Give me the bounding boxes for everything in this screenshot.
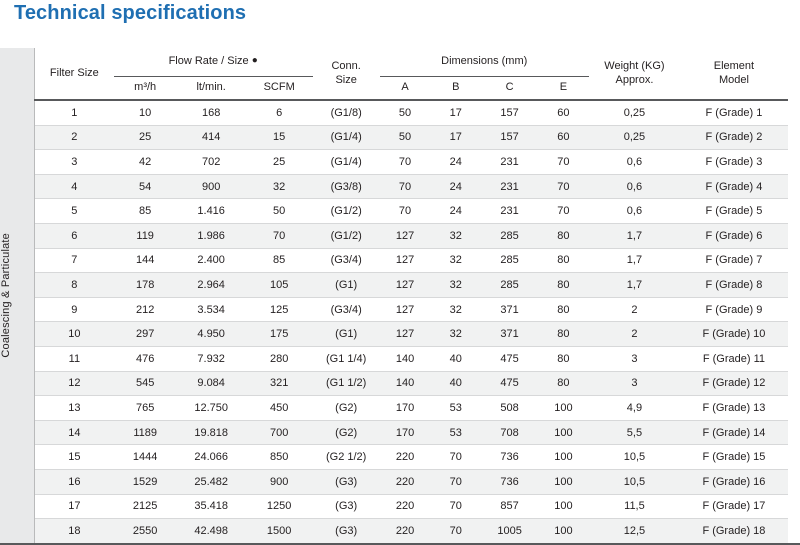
cell-conn: (G1/2) xyxy=(313,199,380,224)
cell-ltmin: 168 xyxy=(177,100,246,125)
cell-filter-size: 12 xyxy=(35,371,114,396)
cell-weight: 2 xyxy=(589,297,680,322)
cell-m3h: 2550 xyxy=(132,524,158,537)
table-row xyxy=(0,174,800,199)
cell-weight: 1,7 xyxy=(589,223,680,248)
table-row xyxy=(0,346,800,371)
cell-m3h: 42 xyxy=(114,150,177,175)
cell-filter-size: 8 xyxy=(35,273,114,298)
cell-model: F (Grade) 12 xyxy=(680,371,788,396)
cell-model: F (Grade) 10 xyxy=(680,322,788,347)
cell-conn: (G3) xyxy=(335,524,358,537)
table-row xyxy=(0,273,800,298)
cell-weight: 1,7 xyxy=(589,248,680,273)
cell-dim-c: 736 xyxy=(481,445,538,470)
page-title: Technical specifications xyxy=(14,2,247,24)
table-row xyxy=(0,150,800,175)
cell-conn: (G1/2) xyxy=(313,223,380,248)
cell-dim-e: 80 xyxy=(538,248,589,273)
cell-dim-b: 70 xyxy=(430,469,481,494)
table-header-group-row xyxy=(0,48,800,77)
cell-conn: (G3/4) xyxy=(313,297,380,322)
cell-dim-a: 70 xyxy=(380,199,431,224)
cell-ltmin: 2.964 xyxy=(177,273,246,298)
cell-weight: 10,5 xyxy=(589,445,680,470)
table-row xyxy=(0,297,800,322)
table-row xyxy=(0,420,800,445)
header-weight-line2: Approx. xyxy=(615,73,654,86)
cell-ltmin: 35.418 xyxy=(177,494,246,519)
cell-filter-size: 7 xyxy=(35,248,114,273)
cell-dim-e: 100 xyxy=(538,494,589,519)
table-body xyxy=(0,48,800,544)
cell-scfm: 125 xyxy=(246,297,313,322)
cell-ltmin: 42.498 xyxy=(194,524,228,537)
table-row xyxy=(0,371,800,396)
cell-dim-c: 231 xyxy=(481,199,538,224)
cell-conn: (G3/4) xyxy=(313,248,380,273)
cell-m3h: 85 xyxy=(114,199,177,224)
cell-weight: 4,9 xyxy=(589,396,680,421)
cell-conn: (G1) xyxy=(313,273,380,298)
table-row xyxy=(0,322,800,347)
cell-m3h: 178 xyxy=(114,273,177,298)
cell-dim-c: 475 xyxy=(481,346,538,371)
cell-m3h: 1529 xyxy=(114,469,177,494)
cell-filter-size: 2 xyxy=(35,125,114,150)
cell-scfm: 70 xyxy=(246,223,313,248)
cell-dim-c: 285 xyxy=(481,223,538,248)
cell-dim-a: 140 xyxy=(380,346,431,371)
cell-filter-size: 5 xyxy=(35,199,114,224)
cell-filter-size: 14 xyxy=(35,420,114,445)
table-row xyxy=(0,445,800,470)
cell-dim-e: 100 xyxy=(538,420,589,445)
cell-m3h: 1189 xyxy=(114,420,177,445)
cell-m3h: 297 xyxy=(114,322,177,347)
cell-dim-a: 220 xyxy=(380,494,431,519)
cell-ltmin: 4.950 xyxy=(177,322,246,347)
cell-conn: (G1/4) xyxy=(313,150,380,175)
cell-dim-e: 60 xyxy=(538,100,589,125)
cell-weight: 3 xyxy=(589,371,680,396)
cell-weight: 11,5 xyxy=(589,494,680,519)
header-flow-rate-group xyxy=(114,48,313,77)
cell-conn: (G1/8) xyxy=(313,100,380,125)
cell-scfm: 85 xyxy=(246,248,313,273)
cell-dim-a: 220 xyxy=(380,445,431,470)
cell-scfm: 850 xyxy=(246,445,313,470)
header-conn-size-line1: Conn. xyxy=(331,59,361,72)
header-dimensions-group: Dimensions (mm) xyxy=(380,48,589,77)
cell-dim-e: 60 xyxy=(538,125,589,150)
cell-m3h: 144 xyxy=(114,248,177,273)
header-conn-size-line2: Size xyxy=(335,73,357,86)
cell-filter-size: 4 xyxy=(35,174,114,199)
cell-dim-e: 100 xyxy=(538,396,589,421)
cell-scfm: 105 xyxy=(246,273,313,298)
cell-dim-e: 80 xyxy=(538,346,589,371)
cell-m3h: 212 xyxy=(114,297,177,322)
header-element-model xyxy=(680,48,788,100)
cell-dim-c: 371 xyxy=(481,297,538,322)
cell-dim-b: 24 xyxy=(430,150,481,175)
cell-model: F (Grade) 2 xyxy=(680,125,788,150)
table-row xyxy=(0,469,800,494)
cell-dim-e: 100 xyxy=(538,445,589,470)
cell-ltmin: 12.750 xyxy=(177,396,246,421)
cell-weight: 2 xyxy=(589,322,680,347)
cell-m3h: 2125 xyxy=(114,494,177,519)
cell-scfm: 280 xyxy=(246,346,313,371)
specifications-table xyxy=(0,48,800,545)
cell-model: F (Grade) 14 xyxy=(680,420,788,445)
cell-m3h: 545 xyxy=(114,371,177,396)
cell-dim-c: 857 xyxy=(481,494,538,519)
cell-scfm: 700 xyxy=(246,420,313,445)
cell-model: F (Grade) 17 xyxy=(680,494,788,519)
cell-model: F (Grade) 7 xyxy=(680,248,788,273)
cell-weight: 0,25 xyxy=(589,125,680,150)
cell-dim-a: 127 xyxy=(380,223,431,248)
table-row xyxy=(0,199,800,224)
header-conn-size xyxy=(313,48,380,100)
cell-filter-size: 9 xyxy=(35,297,114,322)
cell-dim-c: 231 xyxy=(481,150,538,175)
cell-weight: 5,5 xyxy=(589,420,680,445)
cell-m3h: 54 xyxy=(114,174,177,199)
header-unit-scfm: SCFM xyxy=(263,81,295,94)
cell-scfm: 6 xyxy=(246,100,313,125)
cell-weight: 0,6 xyxy=(589,174,680,199)
cell-weight: 0,6 xyxy=(589,150,680,175)
cell-ltmin: 702 xyxy=(177,150,246,175)
cell-dim-a: 170 xyxy=(380,396,431,421)
cell-ltmin: 1.986 xyxy=(177,223,246,248)
cell-dim-b: 70 xyxy=(430,445,481,470)
table-row xyxy=(0,100,800,125)
cell-model: F (Grade) 4 xyxy=(680,174,788,199)
cell-conn: (G1 1/2) xyxy=(313,371,380,396)
cell-dim-c: 157 xyxy=(481,125,538,150)
header-dim-a: A xyxy=(401,81,409,94)
cell-ltmin: 900 xyxy=(177,174,246,199)
table-row xyxy=(0,396,800,421)
cell-dim-a: 127 xyxy=(380,248,431,273)
cell-dim-b: 17 xyxy=(430,100,481,125)
cell-m3h: 1444 xyxy=(114,445,177,470)
cell-dim-c: 157 xyxy=(481,100,538,125)
cell-scfm: 25 xyxy=(246,150,313,175)
cell-dim-a: 140 xyxy=(380,371,431,396)
right-pad-cell xyxy=(788,48,800,544)
side-category-label: Coalescing & Particulate xyxy=(0,233,12,358)
cell-scfm: 900 xyxy=(246,469,313,494)
cell-filter-size: 11 xyxy=(35,346,114,371)
cell-weight: 0,25 xyxy=(589,100,680,125)
cell-model: F (Grade) 18 xyxy=(702,524,766,537)
cell-dim-c: 508 xyxy=(481,396,538,421)
cell-model: F (Grade) 8 xyxy=(680,273,788,298)
cell-conn: (G3/8) xyxy=(313,174,380,199)
header-flow-rate-label: Flow Rate / Size xyxy=(168,55,249,68)
cell-dim-a: 220 xyxy=(380,469,431,494)
cell-model: F (Grade) 15 xyxy=(680,445,788,470)
cell-ltmin: 3.534 xyxy=(177,297,246,322)
cell-dim-a: 127 xyxy=(380,273,431,298)
cell-dim-a: 70 xyxy=(380,174,431,199)
cell-conn: (G1) xyxy=(313,322,380,347)
cell-filter-size: 15 xyxy=(35,445,114,470)
cell-dim-e: 70 xyxy=(538,199,589,224)
cell-dim-e: 100 xyxy=(554,524,573,537)
cell-dim-c: 285 xyxy=(481,273,538,298)
table-row xyxy=(0,223,800,248)
cell-ltmin: 414 xyxy=(177,125,246,150)
cell-conn: (G1 1/4) xyxy=(313,346,380,371)
cell-dim-a: 127 xyxy=(380,297,431,322)
cell-model: F (Grade) 16 xyxy=(680,469,788,494)
cell-m3h: 10 xyxy=(114,100,177,125)
cell-model: F (Grade) 5 xyxy=(680,199,788,224)
side-category-cell xyxy=(0,48,35,544)
cell-scfm: 1250 xyxy=(246,494,313,519)
cell-weight: 12,5 xyxy=(623,524,646,537)
header-dim-e: E xyxy=(559,81,568,94)
cell-filter-size: 17 xyxy=(35,494,114,519)
cell-m3h: 765 xyxy=(114,396,177,421)
cell-filter-size: 6 xyxy=(35,223,114,248)
cell-dim-a: 70 xyxy=(380,150,431,175)
cell-dim-b: 32 xyxy=(430,248,481,273)
cell-filter-size: 13 xyxy=(35,396,114,421)
cell-scfm: 175 xyxy=(246,322,313,347)
cell-ltmin: 7.932 xyxy=(177,346,246,371)
header-element-line2: Model xyxy=(718,73,749,86)
cell-filter-size: 16 xyxy=(35,469,114,494)
cell-model: F (Grade) 11 xyxy=(680,346,788,371)
cell-dim-c: 1005 xyxy=(497,524,522,537)
header-unit-m3h: m³/h xyxy=(134,81,157,94)
cell-dim-e: 80 xyxy=(538,371,589,396)
cell-dim-b: 32 xyxy=(430,273,481,298)
table-row xyxy=(0,125,800,150)
cell-scfm: 450 xyxy=(246,396,313,421)
cell-dim-b: 32 xyxy=(430,322,481,347)
cell-model: F (Grade) 9 xyxy=(680,297,788,322)
flow-rate-marker-icon: ● xyxy=(251,55,258,67)
cell-dim-c: 371 xyxy=(481,322,538,347)
cell-dim-b: 53 xyxy=(430,420,481,445)
cell-dim-e: 70 xyxy=(538,174,589,199)
cell-scfm: 15 xyxy=(246,125,313,150)
cell-dim-e: 80 xyxy=(538,322,589,347)
cell-weight: 10,5 xyxy=(589,469,680,494)
cell-m3h: 476 xyxy=(114,346,177,371)
cell-scfm: 1500 xyxy=(266,524,292,537)
cell-dim-c: 708 xyxy=(481,420,538,445)
cell-dim-c: 285 xyxy=(481,248,538,273)
cell-dim-b: 32 xyxy=(430,223,481,248)
cell-model: F (Grade) 3 xyxy=(680,150,788,175)
header-weight-line1: Weight (KG) xyxy=(604,59,665,72)
cell-ltmin: 1.416 xyxy=(177,199,246,224)
header-weight xyxy=(589,48,680,100)
cell-dim-e: 100 xyxy=(538,469,589,494)
header-element-line1: Element xyxy=(713,59,755,72)
table-row xyxy=(0,248,800,273)
header-dim-b: B xyxy=(452,81,460,94)
cell-dim-b: 17 xyxy=(430,125,481,150)
cell-filter-size: 18 xyxy=(68,524,81,537)
cell-conn: (G3) xyxy=(313,494,380,519)
cell-ltmin: 25.482 xyxy=(177,469,246,494)
cell-dim-e: 80 xyxy=(538,223,589,248)
cell-conn: (G1/4) xyxy=(313,125,380,150)
cell-dim-c: 231 xyxy=(481,174,538,199)
cell-dim-e: 80 xyxy=(538,273,589,298)
cell-ltmin: 2.400 xyxy=(177,248,246,273)
cell-dim-a: 50 xyxy=(380,100,431,125)
cell-scfm: 32 xyxy=(246,174,313,199)
cell-conn: (G2) xyxy=(313,396,380,421)
cell-ltmin: 19.818 xyxy=(177,420,246,445)
cell-dim-c: 475 xyxy=(481,371,538,396)
cell-dim-e: 70 xyxy=(538,150,589,175)
cell-model: F (Grade) 1 xyxy=(680,100,788,125)
cell-scfm: 321 xyxy=(246,371,313,396)
cell-dim-b: 40 xyxy=(430,371,481,396)
cell-dim-b: 32 xyxy=(430,297,481,322)
cell-m3h: 25 xyxy=(114,125,177,150)
table-row xyxy=(0,494,800,519)
cell-dim-b: 70 xyxy=(430,494,481,519)
cell-m3h: 119 xyxy=(114,223,177,248)
cell-ltmin: 24.066 xyxy=(177,445,246,470)
cell-dim-b: 24 xyxy=(430,174,481,199)
cell-dim-b: 53 xyxy=(430,396,481,421)
cell-conn: (G2 1/2) xyxy=(313,445,380,470)
cell-weight: 0,6 xyxy=(589,199,680,224)
cell-dim-a: 50 xyxy=(380,125,431,150)
cell-dim-c: 736 xyxy=(481,469,538,494)
cell-weight: 3 xyxy=(589,346,680,371)
cell-dim-a: 220 xyxy=(395,524,415,537)
table-row xyxy=(0,519,800,544)
cell-conn: (G2) xyxy=(313,420,380,445)
cell-dim-e: 80 xyxy=(538,297,589,322)
header-dim-c: C xyxy=(505,81,514,94)
cell-dim-b: 24 xyxy=(430,199,481,224)
cell-model: F (Grade) 6 xyxy=(680,223,788,248)
cell-ltmin: 9.084 xyxy=(177,371,246,396)
cell-filter-size: 10 xyxy=(35,322,114,347)
cell-weight: 1,7 xyxy=(589,273,680,298)
cell-scfm: 50 xyxy=(246,199,313,224)
cell-dim-a: 127 xyxy=(380,322,431,347)
cell-dim-b: 70 xyxy=(449,524,462,537)
cell-dim-a: 170 xyxy=(380,420,431,445)
cell-conn: (G3) xyxy=(313,469,380,494)
specifications-sheet xyxy=(0,48,800,545)
cell-filter-size: 1 xyxy=(35,100,114,125)
cell-model: F (Grade) 13 xyxy=(680,396,788,421)
cell-filter-size: 3 xyxy=(35,150,114,175)
header-unit-ltmin: lt/min. xyxy=(196,81,226,94)
cell-dim-b: 40 xyxy=(430,346,481,371)
header-filter-size: Filter Size xyxy=(49,66,99,79)
